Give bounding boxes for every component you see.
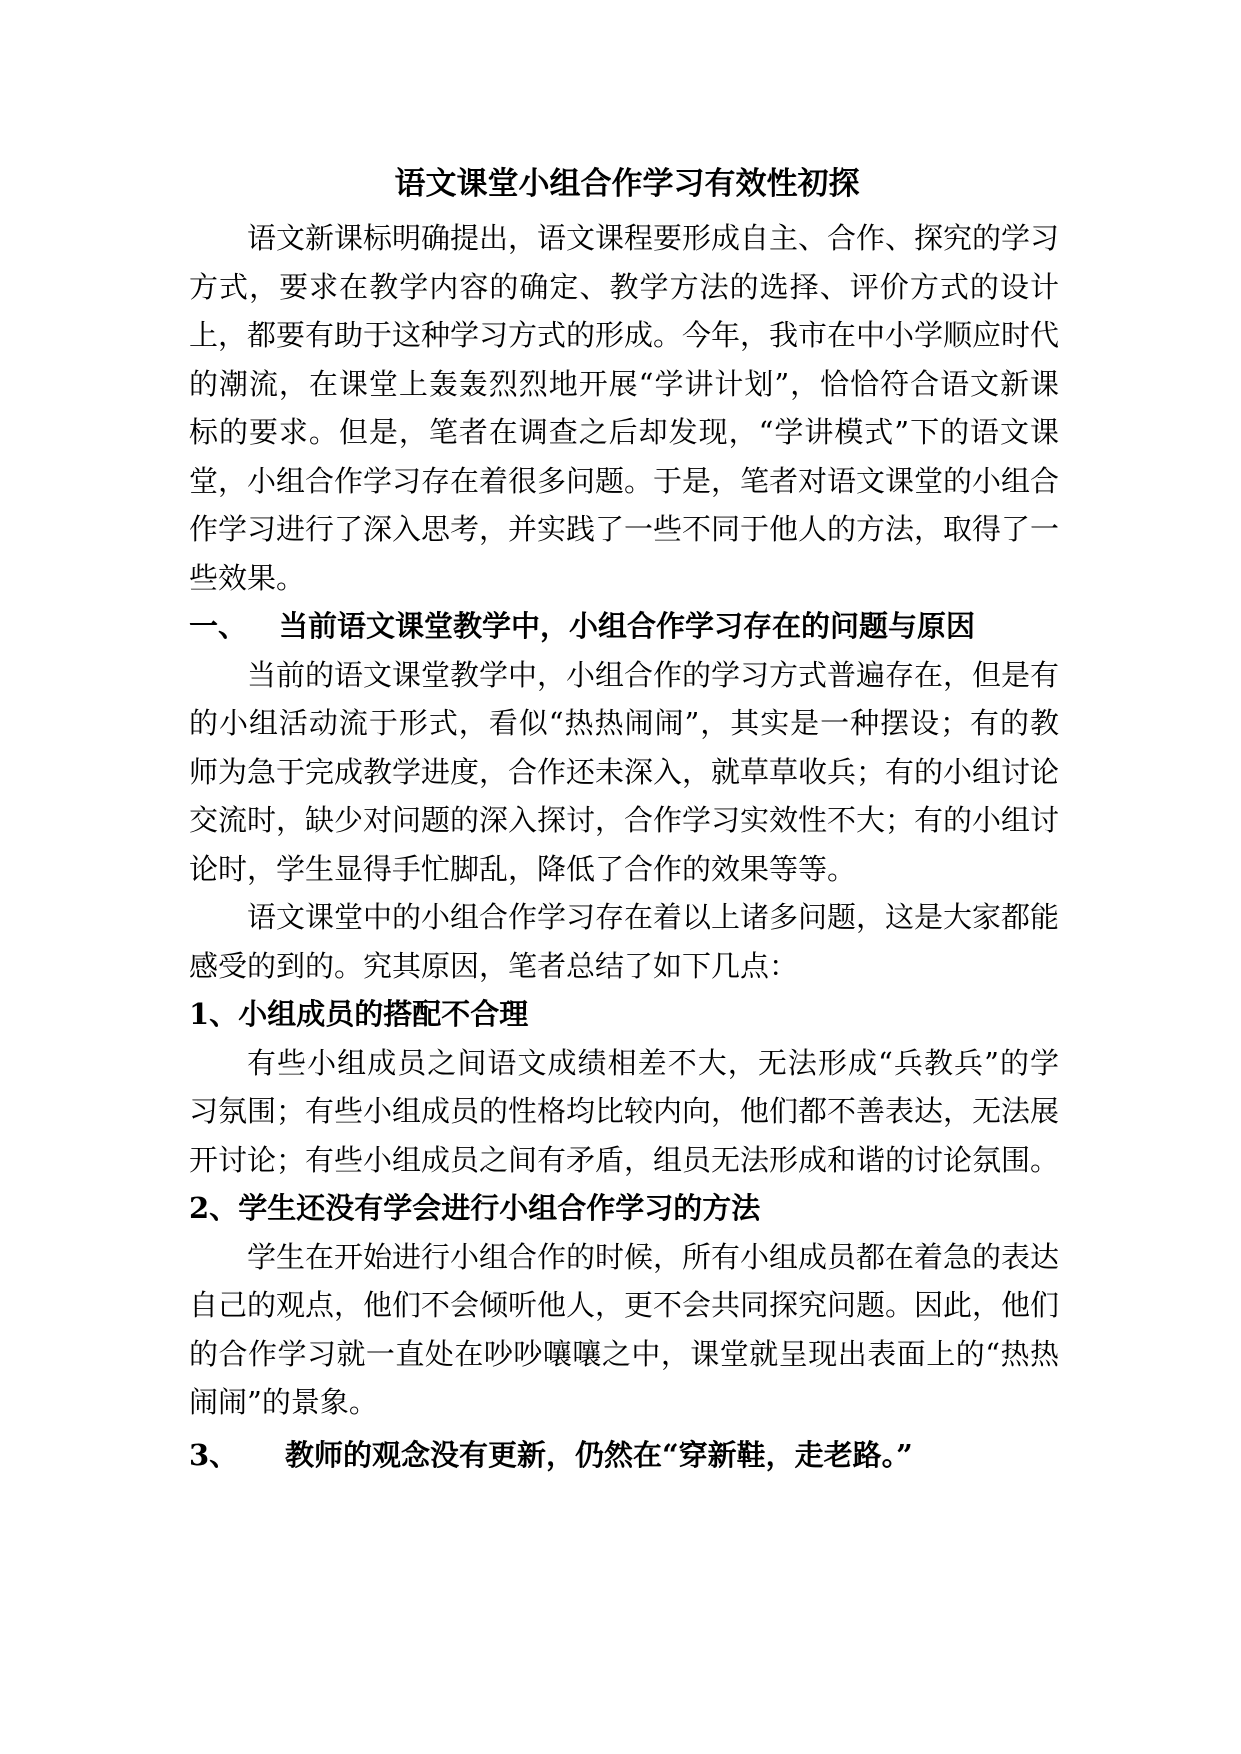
- subsection-2-title: 学生还没有学会进行小组合作学习的方法: [238, 1191, 761, 1225]
- subsection-1-body: 有些小组成员之间语文成绩相差不大，无法形成“兵教兵”的学习氛围；有些小组成员的性格均比较内向，他们都不善表达，无法展开讨论；有些小组成员之间有矛盾，组员无法形成和谐的讨论氛围。: [189, 1045, 1060, 1177]
- subsection-3-heading: [189, 1431, 1059, 1480]
- section-1-paragraph-1: 当前的语文课堂教学中，小组合作的学习方式普遍存在，但是有的小组活动流于形式，看似“热热闹闹”，其实是一种摆设；有的教师为急于完成教学进度，合作还未深入，就草草收兵；有的小组讨论交流时，缺少对问题的深入探讨，合作学习实效性不大；有的小组讨论时，学生显得手忙脚乱，降低了合作的效果等等。: [189, 657, 1060, 886]
- document-title: 语文课堂小组合作学习有效性初探: [394, 166, 860, 202]
- subsection-1-title: 小组成员的搭配不合理: [238, 997, 529, 1031]
- section-1-heading: [189, 602, 1059, 651]
- subsection-1-number: 1、: [189, 997, 239, 1031]
- subsection-2-number: 2、: [189, 1191, 239, 1225]
- section-1-paragraph-2: 语文课堂中的小组合作学习存在着以上诸多问题，这是大家都能感受的到的。究其原因，笔者总结了如下几点：: [189, 900, 1060, 983]
- section-1-title: 当前语文课堂教学中，小组合作学习存在的问题与原因: [279, 609, 976, 643]
- subsection-1-heading: [189, 990, 1059, 1039]
- subsection-2-body: 学生在开始进行小组合作的时候，所有小组成员都在着急的表达自己的观点，他们不会倾听他人，更不会共同探究问题。因此，他们的合作学习就一直处在吵吵嚷嚷之中，课堂就呈现出表面上的“热热闹闹”的景象。: [189, 1239, 1060, 1419]
- subsection-2-heading: [189, 1184, 1059, 1233]
- subsection-3-title: 教师的观念没有更新，仍然在“穿新鞋，走老路。”: [285, 1437, 913, 1472]
- subsection-3-number: 3、: [189, 1437, 239, 1472]
- section-1-number: 一、: [189, 609, 248, 643]
- intro-paragraph: 语文新课标明确提出，语文课程要形成自主、合作、探究的学习方式，要求在教学内容的确定、教学方法的选择、评价方式的设计上，都要有助于这种学习方式的形成。今年，我市在中小学顺应时代的潮流，在课堂上轰轰烈烈地开展“学讲计划”，恰恰符合语文新课标的要求。但是，笔者在调查之后却发现，“学讲模式”下的语文课堂，小组合作学习存在着很多问题。于是，笔者对语文课堂的小组合作学习进行了深入思考，并实践了一些不同于他人的方法，取得了一些效果。: [189, 221, 1060, 595]
- document-body: [189, 158, 1059, 1479]
